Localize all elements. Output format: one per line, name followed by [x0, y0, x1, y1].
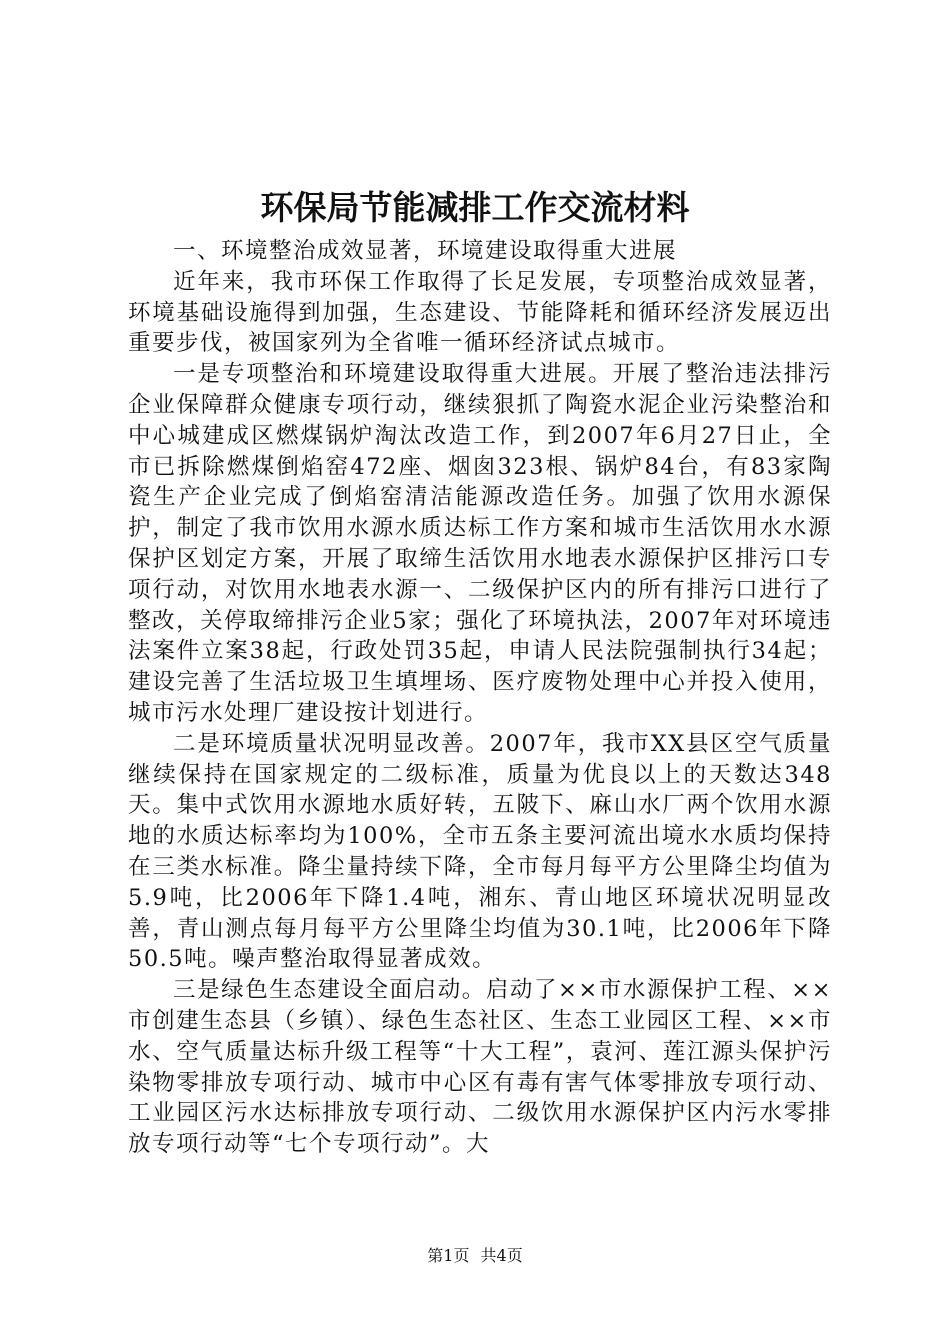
section-heading: 一、环境整治成效显著，环境建设取得重大进展	[173, 238, 678, 264]
page-total: 共4页	[480, 1246, 523, 1265]
paragraph-point-two: 二是环境质量状况明显改善。2007年，我市XX县区空气质量继续保持在国家规定的二级标准，质量为优良以上的天数达348天。集中式饮用水源地水质好转，五陂下、麻山水厂两个饮用水源地的水质达标率均为100%，全市五条主要河流出境水水质均保持在三类水标准。降尘量持续下降，全市每月每平方公里降尘均值为5.9吨，比2006年下降1.4吨，湘东、青山地区环境状况明显改善，青山测点每月每平方公里降尘均值为30.1吨，比2006年下降50.5吨。噪声整治取得显著成效。	[128, 730, 832, 973]
document-body	[128, 236, 832, 1160]
paragraph-intro: 近年来，我市环保工作取得了长足发展，专项整治成效显著，环境基础设施得到加强，生态建设、节能降耗和循环经济发展迈出重要步伐，被国家列为全省唯一循环经济试点城市。	[128, 268, 832, 357]
page-number: 第1页	[427, 1246, 470, 1265]
page-footer	[0, 1245, 950, 1267]
paragraph-point-one: 一是专项整治和环境建设取得重大进展。开展了整治违法排污企业保障群众健康专项行动，继续狠抓了陶瓷水泥企业污染整治和中心城建成区燃煤锅炉淘汰改造工作，到2007年6月27日止，全市已拆除燃煤倒焰窑472座、烟囱323根、锅炉84台，有83家陶瓷生产企业完成了倒焰窑清洁能源改造任务。加强了饮用水源保护，制定了我市饮用水源水质达标工作方案和城市生活饮用水水源保护区划定方案，开展了取缔生活饮用水地表水源保护区排污口专项行动，对饮用水地表水源一、二级保护区内的所有排污口进行了整改，关停取缔排污企业5家；强化了环境执法，2007年对环境违法案件立案38起，行政处罚35起，申请人民法院强制执行34起；建设完善了生活垃圾卫生填埋场、医疗废物处理中心并投入使用，城市污水处理厂建设按计划进行。	[128, 361, 832, 726]
document-title: 环保局节能减排工作交流材料	[260, 188, 690, 227]
paragraph-point-three: 三是绿色生态建设全面启动。启动了××市水源保护工程、××市创建生态县（乡镇）、绿色生态社区、生态工业园区工程、××市水、空气质量达标升级工程等“十大工程”，袁河、莲江源头保护污染物零排放专项行动、城市中心区有毒有害气体零排放专项行动、工业园区污水达标排放专项行动、二级饮用水源保护区内污水零排放专项行动等“七个专项行动”。大	[128, 977, 832, 1158]
